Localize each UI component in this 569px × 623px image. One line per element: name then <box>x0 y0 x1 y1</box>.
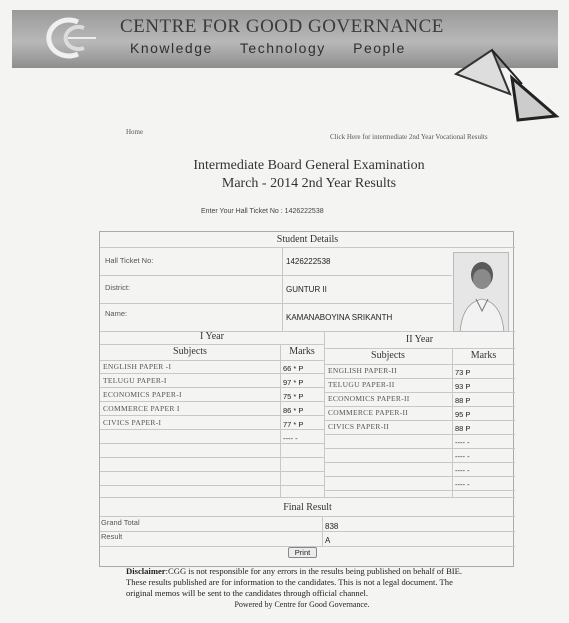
year2-mark: 93 P <box>455 382 471 391</box>
disclaimer <box>126 566 478 599</box>
vocational-results-link[interactable]: Click Here for intermediate 2nd Year Vocational Results <box>330 133 488 141</box>
page-subtitle: March - 2014 2nd Year Results <box>221 176 397 191</box>
disclaimer-text: :CGG is not responsible for any errors in the results being published on behalf of BIE. These results published are for information to the candidates. This is not a legal document. The original memos will be sent to the candidates through official channel. <box>126 566 463 598</box>
year1-subject: CIVICS PAPER-I <box>103 418 162 427</box>
grand-total-value: 838 <box>325 522 339 531</box>
year2-subjects-header: Subjects <box>371 350 405 361</box>
year1-subject: TELUGU PAPER-I <box>103 376 167 385</box>
hall-ticket-prompt <box>201 208 324 215</box>
banner-title: CENTRE FOR GOOD GOVERNANCE <box>120 16 444 37</box>
year2-mark: ---- - <box>455 438 470 447</box>
year2-subject: COMMERCE PAPER-II <box>328 408 409 417</box>
result-value: A <box>325 536 331 545</box>
hall-ticket-value: 1426222538 <box>286 257 331 266</box>
year2-mark: ---- - <box>455 466 470 475</box>
hall-ticket-label: Hall Ticket No: <box>105 256 154 265</box>
year2-subject: TELUGU PAPER-II <box>328 380 395 389</box>
year2-mark: ---- - <box>455 452 470 461</box>
set-square-graphic-icon <box>452 44 560 124</box>
year1-heading: I Year <box>200 331 224 342</box>
year1-subjects-header: Subjects <box>173 346 207 357</box>
result-label: Result <box>101 532 123 541</box>
student-details-heading: Student Details <box>276 234 339 245</box>
cgg-logo-icon <box>38 14 100 62</box>
district-label: District: <box>105 283 130 292</box>
student-name-value: KAMANABOYINA SRIKANTH <box>286 313 393 322</box>
hall-ticket-prompt-value: 1426222538 <box>284 208 324 215</box>
results-table <box>99 231 514 567</box>
year1-mark: 97 * P <box>283 378 304 387</box>
year1-mark: 77 * P <box>283 420 304 429</box>
year2-mark: 88 P <box>455 396 471 405</box>
year1-mark: 75 * P <box>283 392 304 401</box>
district-value: GUNTUR II <box>286 285 327 294</box>
year1-subject: ENGLISH PAPER -I <box>103 362 172 371</box>
home-link[interactable]: Home <box>126 128 144 136</box>
year1-marks-header: Marks <box>289 346 315 357</box>
tagline-technology: Technology <box>239 40 326 56</box>
year2-subject: ECONOMICS PAPER-II <box>328 394 410 403</box>
hall-ticket-prompt-label: Enter Your Hall Ticket No : <box>201 208 283 215</box>
year2-mark: 73 P <box>455 368 471 377</box>
year2-subject: ENGLISH PAPER-II <box>328 366 397 375</box>
disclaimer-lead: Disclaimer <box>126 566 166 576</box>
year2-heading: II Year <box>405 334 434 345</box>
print-button[interactable]: Print <box>288 547 317 558</box>
year2-mark: 95 P <box>455 410 471 419</box>
powered-by: Powered by Centre for Good Governance. <box>234 600 370 609</box>
final-result-heading: Final Result <box>283 502 332 513</box>
student-photo <box>453 252 509 332</box>
year2-mark: 88 P <box>455 424 471 433</box>
page-title: Intermediate Board General Examination <box>193 158 425 173</box>
year2-mark: ---- - <box>455 480 470 489</box>
year1-mark: 66 * P <box>283 364 304 373</box>
grand-total-label: Grand Total <box>101 518 140 527</box>
name-label: Name: <box>105 309 128 318</box>
tagline-knowledge: Knowledge <box>130 40 213 56</box>
tagline-people: People <box>353 40 406 56</box>
year1-mark: 86 * P <box>283 406 304 415</box>
year1-subject: ECONOMICS PAPER-I <box>103 390 182 399</box>
year2-subject: CIVICS PAPER-II <box>328 422 390 431</box>
year1-mark: ---- - <box>283 434 298 443</box>
banner-tagline <box>130 40 428 56</box>
year2-marks-header: Marks <box>470 350 497 361</box>
year1-subject: COMMERCE PAPER I <box>103 404 180 413</box>
student-photo-icon <box>454 253 509 332</box>
